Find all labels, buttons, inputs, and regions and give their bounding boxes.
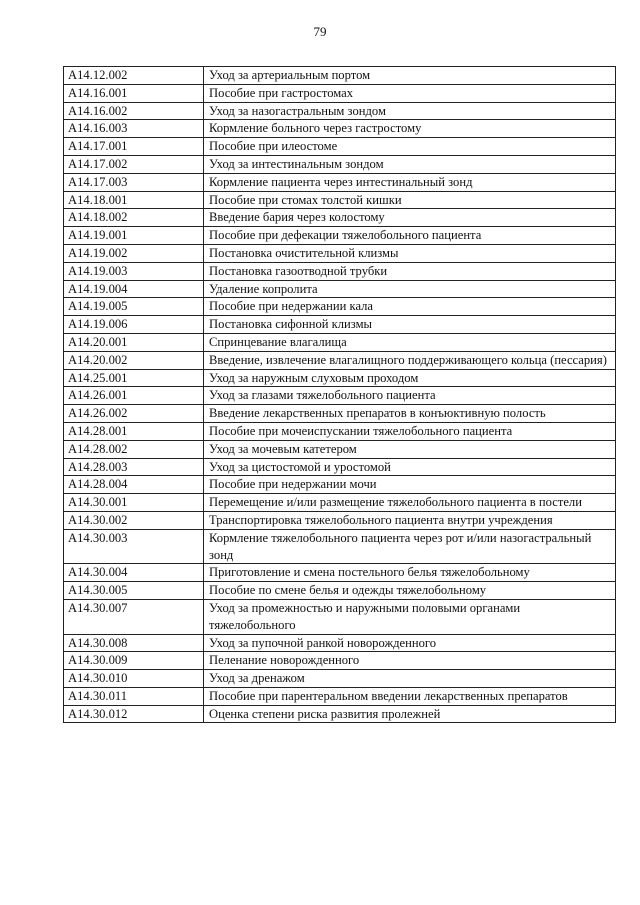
service-name-cell: Уход за мочевым катетером <box>204 440 616 458</box>
table-row <box>64 369 616 387</box>
service-code-cell: A14.30.004 <box>64 564 204 582</box>
service-code-cell: A14.26.002 <box>64 405 204 423</box>
service-code-cell: A14.18.002 <box>64 209 204 227</box>
table-row <box>64 333 616 351</box>
table-row <box>64 440 616 458</box>
table-row <box>64 67 616 85</box>
service-code-cell: A14.19.003 <box>64 262 204 280</box>
service-code-cell: A14.28.002 <box>64 440 204 458</box>
service-name-cell: Пособие при парентеральном введении лекарственных препаратов <box>204 687 616 705</box>
table-row <box>64 582 616 600</box>
service-name-cell: Введение, извлечение влагалищного поддерживающего кольца (пессария) <box>204 351 616 369</box>
service-name-cell: Уход за дренажом <box>204 670 616 688</box>
services-table-body <box>64 67 616 723</box>
service-name-cell: Уход за артериальным портом <box>204 67 616 85</box>
service-code-cell: A14.18.001 <box>64 191 204 209</box>
service-code-cell: A14.30.003 <box>64 529 204 564</box>
service-code-cell: A14.30.008 <box>64 634 204 652</box>
service-name-cell: Пособие по смене белья и одежды тяжелобольному <box>204 582 616 600</box>
table-row <box>64 458 616 476</box>
service-code-cell: A14.30.007 <box>64 599 204 634</box>
service-name-cell: Уход за интестинальным зондом <box>204 155 616 173</box>
service-code-cell: A14.26.001 <box>64 387 204 405</box>
service-code-cell: A14.30.010 <box>64 670 204 688</box>
table-row <box>64 494 616 512</box>
service-name-cell: Введение бария через колостому <box>204 209 616 227</box>
service-code-cell: A14.28.003 <box>64 458 204 476</box>
service-name-cell: Введение лекарственных препаратов в конъюктивную полость <box>204 405 616 423</box>
service-name-cell: Уход за глазами тяжелобольного пациента <box>204 387 616 405</box>
service-name-cell: Уход за пупочной ранкой новорожденного <box>204 634 616 652</box>
service-name-cell: Пеленание новорожденного <box>204 652 616 670</box>
service-name-cell: Кормление тяжелобольного пациента через рот и/или назогастральный зонд <box>204 529 616 564</box>
service-code-cell: A14.30.001 <box>64 494 204 512</box>
table-row <box>64 280 616 298</box>
service-code-cell: A14.16.002 <box>64 102 204 120</box>
service-name-cell: Уход за наружным слуховым проходом <box>204 369 616 387</box>
service-code-cell: A14.17.001 <box>64 138 204 156</box>
service-code-cell: A14.25.001 <box>64 369 204 387</box>
service-code-cell: A14.19.001 <box>64 227 204 245</box>
table-row <box>64 316 616 334</box>
service-name-cell: Транспортировка тяжелобольного пациента внутри учреждения <box>204 511 616 529</box>
service-name-cell: Пособие при дефекации тяжелобольного пациента <box>204 227 616 245</box>
table-row <box>64 227 616 245</box>
service-name-cell: Оценка степени риска развития пролежней <box>204 705 616 723</box>
table-row <box>64 298 616 316</box>
table-row <box>64 173 616 191</box>
table-row <box>64 422 616 440</box>
service-code-cell: A14.19.004 <box>64 280 204 298</box>
service-name-cell: Спринцевание влагалища <box>204 333 616 351</box>
table-row <box>64 634 616 652</box>
service-code-cell: A14.30.002 <box>64 511 204 529</box>
table-row <box>64 84 616 102</box>
service-name-cell: Пособие при мочеиспускании тяжелобольного пациента <box>204 422 616 440</box>
page-number: 79 <box>313 24 327 39</box>
service-name-cell: Постановка газоотводной трубки <box>204 262 616 280</box>
service-name-cell: Удаление копролита <box>204 280 616 298</box>
service-name-cell: Уход за промежностью и наружными половыми органами тяжелобольного <box>204 599 616 634</box>
service-name-cell: Кормление пациента через интестинальный зонд <box>204 173 616 191</box>
table-row <box>64 244 616 262</box>
service-code-cell: A14.17.002 <box>64 155 204 173</box>
table-row <box>64 564 616 582</box>
table-row <box>64 191 616 209</box>
service-code-cell: A14.20.001 <box>64 333 204 351</box>
table-row <box>64 262 616 280</box>
service-name-cell: Постановка очистительной клизмы <box>204 244 616 262</box>
service-name-cell: Пособие при недержании мочи <box>204 476 616 494</box>
service-name-cell: Приготовление и смена постельного белья тяжелобольному <box>204 564 616 582</box>
service-name-cell: Пособие при гастростомах <box>204 84 616 102</box>
service-code-cell: A14.20.002 <box>64 351 204 369</box>
table-row <box>64 209 616 227</box>
service-code-cell: A14.30.011 <box>64 687 204 705</box>
table-row <box>64 351 616 369</box>
service-code-cell: A14.30.009 <box>64 652 204 670</box>
table-row <box>64 705 616 723</box>
table-row <box>64 599 616 634</box>
service-code-cell: A14.30.005 <box>64 582 204 600</box>
table-row <box>64 102 616 120</box>
service-code-cell: A14.16.001 <box>64 84 204 102</box>
service-code-cell: A14.28.001 <box>64 422 204 440</box>
service-code-cell: A14.19.006 <box>64 316 204 334</box>
table-row <box>64 652 616 670</box>
service-code-cell: A14.17.003 <box>64 173 204 191</box>
service-name-cell: Уход за цистостомой и уростомой <box>204 458 616 476</box>
service-code-cell: A14.16.003 <box>64 120 204 138</box>
table-row <box>64 138 616 156</box>
service-name-cell: Пособие при стомах толстой кишки <box>204 191 616 209</box>
table-row <box>64 529 616 564</box>
service-name-cell: Пособие при илеостоме <box>204 138 616 156</box>
service-name-cell: Постановка сифонной клизмы <box>204 316 616 334</box>
table-row <box>64 405 616 423</box>
table-row <box>64 120 616 138</box>
service-name-cell: Перемещение и/или размещение тяжелобольного пациента в постели <box>204 494 616 512</box>
service-name-cell: Кормление больного через гастростому <box>204 120 616 138</box>
services-table <box>63 66 616 723</box>
service-code-cell: A14.30.012 <box>64 705 204 723</box>
service-name-cell: Уход за назогастральным зондом <box>204 102 616 120</box>
table-row <box>64 687 616 705</box>
service-code-cell: A14.19.005 <box>64 298 204 316</box>
table-row <box>64 155 616 173</box>
service-code-cell: A14.12.002 <box>64 67 204 85</box>
table-row <box>64 387 616 405</box>
service-code-cell: A14.28.004 <box>64 476 204 494</box>
service-name-cell: Пособие при недержании кала <box>204 298 616 316</box>
table-row <box>64 511 616 529</box>
table-row <box>64 476 616 494</box>
table-row <box>64 670 616 688</box>
service-code-cell: A14.19.002 <box>64 244 204 262</box>
